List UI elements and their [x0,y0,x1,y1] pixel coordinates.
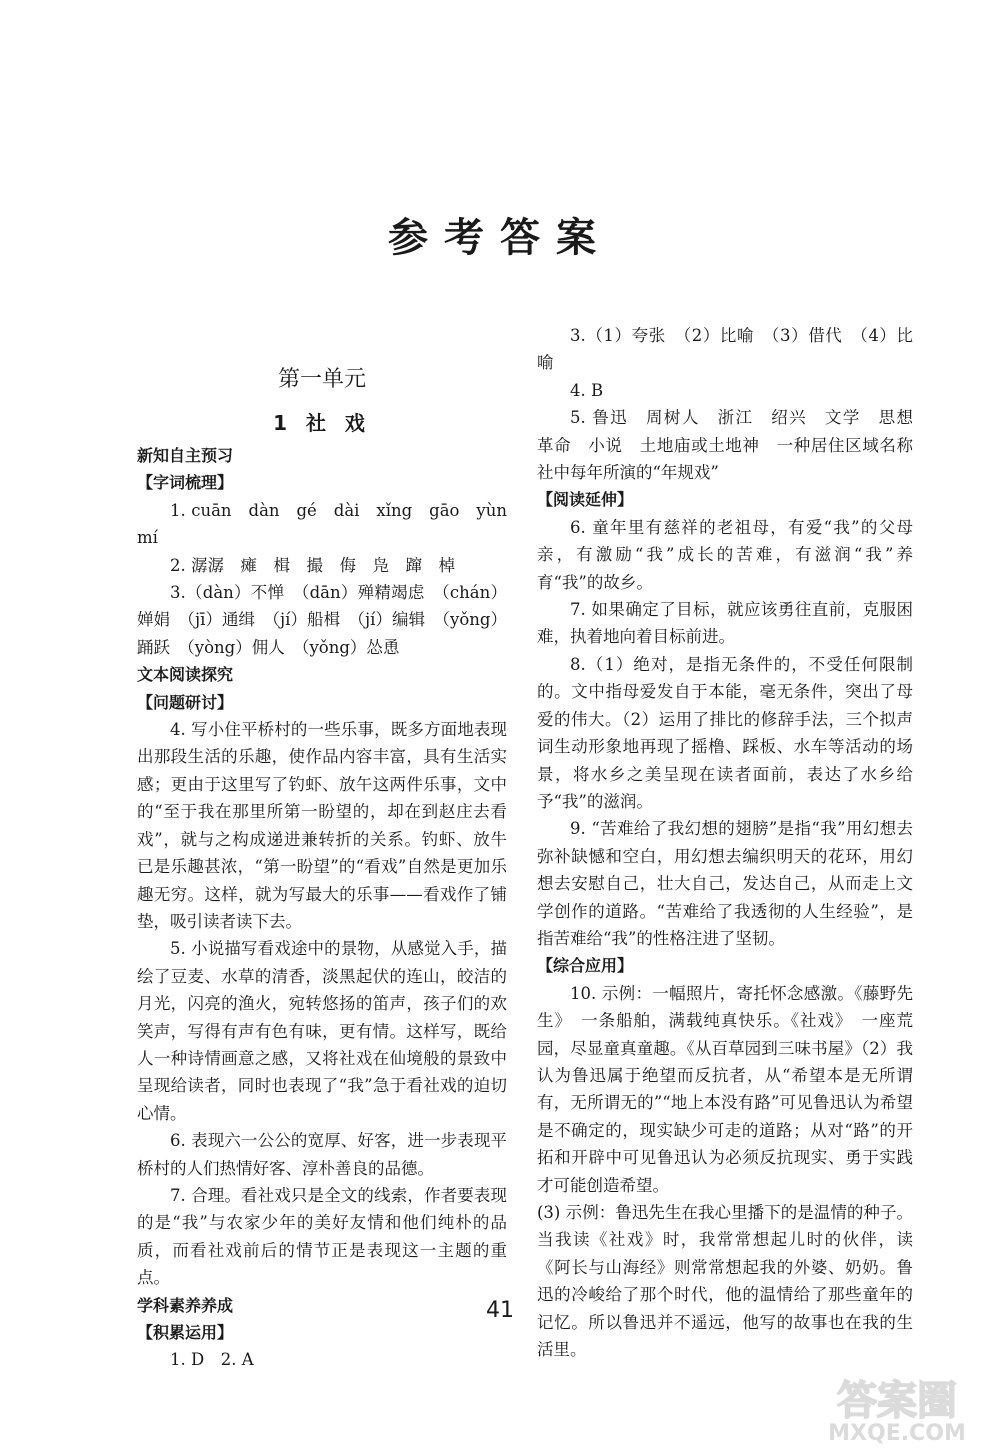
answer-paragraph: 3.（1）夸张 （2）比喻 （3）借代 （4）比喻 [537,326,913,373]
answer-paragraph: 3.（dàn）不惮 （dān）殚精竭虑 （chán）婵娟 （jī）通缉 （jí）船楫 （jí）编辑 （yǒng）踊跃 （yòng）佣人 （yǒng）怂恿 [137,583,507,657]
section-heading-literacy: 学科素养养成 [137,1295,234,1315]
watermark-subtext: MXQE.COM [828,1421,966,1446]
answer-paragraph: 9. “苦难给了我幻想的翅膀”是指“我”用幻想去弥补缺憾和空白，用幻想去编织明天的花环，用幻想去安慰自己，壮大自己，发达自己，从而走上文学创作的道路。“苦难给了我透彻的人生经验”，是指苦难给“我”的性格注进了坚韧。 [537,819,913,948]
page-title: 参考答案 [388,215,612,261]
answer-paragraph: 7. 如果确定了目标，就应该勇往直前，克服困难，执着地向着目标前进。 [537,600,913,647]
watermark-text: 答案圈 [837,1378,957,1424]
answer-paragraph: 5. 鲁迅 周树人 浙江 绍兴 文学 思想 革命 小说 土地庙或土地神 一种居住区域名称 社中每年所演的“年规戏” [537,408,930,483]
lesson-title: 1 社 戏 [273,411,371,435]
answer-paragraph: 6. 童年里有慈祥的老祖母，有爱“我”的父母亲，有激励“我”成长的苦难，有滋润“我”养育“我”的故乡。 [537,517,913,592]
page-number: 41 [486,1298,514,1323]
subsection-heading-accumulate: 【积累运用】 [137,1323,234,1342]
answer-paragraph: 7. 合理。看社戏只是全文的线索，作者要表现的是“我”与农家少年的美好友情和他们纯朴的品质，而看社戏前后的情节正是表现这一主题的重点。 [137,1185,507,1288]
answer-paragraph: 4. B [570,380,604,400]
subsection-heading-apply: 【综合应用】 [537,956,634,976]
subsection-heading-discussion: 【问题研讨】 [137,692,234,712]
unit-title: 第一单元 [277,367,366,392]
answer-paragraph: 6. 表现六一公公的宽厚、好客，进一步表现平桥村的人们热情好客、淳朴善良的品德。 [137,1131,507,1178]
subsection-heading-extend: 【阅读延伸】 [537,490,634,510]
subsection-heading-words: 【字词梳理】 [137,473,234,493]
answer-paragraph: 5. 小说描写看戏途中的景物，从感觉入手，描绘了豆麦、水草的清香，淡黑起伏的连山，皎洁的月光，闪亮的渔火，宛转悠扬的笛声，孩子们的欢笑声，写得有声有色有味，更有情。这样写，既给人一种诗情画意之感，又将社戏在仙境般的景致中呈现给读者，同时也表现了“我”急于看社戏的迫切心情。 [137,939,507,1123]
answer-paragraph: 2. 潺潺 瘫 楫 撮 侮 凫 蹿 棹 [170,555,455,575]
watermark-logo [802,1370,992,1446]
answer-paragraph: 10. 示例：一幅照片，寄托怀念感激。《藤野先生》 一条船舶，满载纯真快乐。《社戏》 一座荒园，尽显童真童趣。《从百草园到三味书屋》（2）我认为鲁迅属于绝望而反抗者，从“希望本是无所谓有，无所谓无的”“地上本没有路”可见鲁迅认为希望是不确定的，现实缺少可走的道路；从对“路”的开拓和开辟中可见鲁迅认为必须反抗现实、勇于实践才可能创造希望。 [537,983,913,1195]
left-column [137,322,524,1374]
answer-paragraph: 4. 写小住平桥村的一些乐事，既多方面地表现出那段生活的乐趣，使作品内容丰富，具有生活实感；更由于这里写了钓虾、放午这两件乐事，文中的“至于我在那里所第一盼望的，却在到赵庄去看戏”，就与之构成递进兼转折的关系。钓虾、放牛已是乐趣甚浓，“第一盼望”的“看戏”自然是更加乐趣无穷。这样，就为写最大的乐事——看戏作了铺垫，吸引读者读下去。 [137,720,507,931]
answer-paragraph: 8.（1）绝对，是指无条件的，不受任何限制的。文中指母爱发自于本能，毫无条件，突出了母爱的伟大。（2）运用了排比的修辞手法，三个拟声词生动形象地再现了摇橹、踩板、水车等活动的场景，将水乡之美呈现在读者面前，表达了水乡给予“我”的滋润。 [537,654,913,811]
answer-paragraph: (3) 示例：鲁迅先生在我心里播下的是温情的种子。当我读《社戏》时，我常常想起儿时的伙伴，读《阿长与山海经》则常常想起我的外婆、奶奶。鲁迅的冷峻给了那个时代，他的温情给了那些童年的记忆。所以鲁迅并不遥远，他写的故事也在我的生活里。 [537,1203,913,1360]
right-column [537,322,930,1363]
section-heading-preview: 新知自主预习 [137,446,234,465]
answer-paragraph: 1. D 2. A [170,1350,254,1370]
section-heading-reading: 文本阅读探究 [137,665,234,685]
answer-paragraph: 1. cuān dàn gé dài xǐng gāo yùn mí [137,500,524,548]
